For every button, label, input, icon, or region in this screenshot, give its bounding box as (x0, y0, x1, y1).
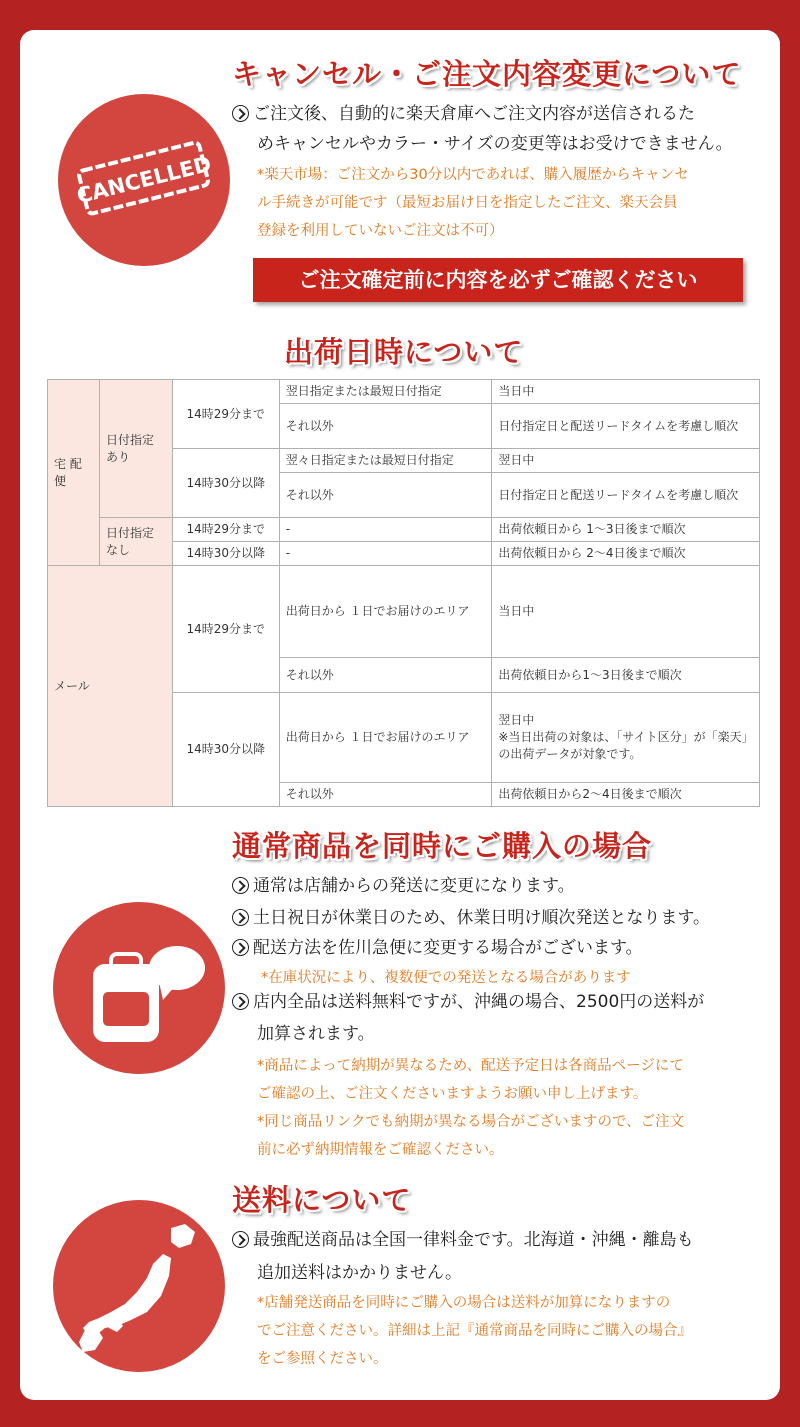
shipping-table (47, 379, 760, 807)
info-card (20, 30, 780, 1400)
together-line-5: 加算されます。 (257, 1024, 375, 1044)
result-cell: 日付指定日と配送リードタイムを考慮し順次 (492, 473, 760, 518)
condition-cell: 出荷日から １日でお届けのエリア (279, 693, 492, 783)
fee-line-1: 最強配送商品は全国一律料金です。北海道・沖縄・離島も (232, 1230, 694, 1250)
time-cell: 14時29分まで (172, 518, 279, 542)
together-line-2: 土日祝日が休業日のため、休業日明け順次発送となります。 (232, 908, 710, 928)
time-cell: 14時29分まで (172, 566, 279, 693)
together-note-5: 前に必ず納期情報をご確認ください。 (257, 1142, 504, 1158)
time-cell: 14時30分以降 (172, 693, 279, 807)
cancel-note-3: 登録を利用していないご注文は不可） (257, 223, 504, 239)
cancel-note-1: *楽天市場：ご注文から30分以内であれば、購入履歴からキャンセ (257, 167, 689, 183)
fee-note-1: *店舗発送商品を同時にご購入の場合は送料が加算になりますの (257, 1295, 671, 1311)
cancel-line-2: めキャンセルやカラー・サイズの変更等はお受けできません。 (257, 134, 733, 154)
together-heading: 通常商品を同時にご購入の場合 (232, 829, 653, 863)
result-cell: 出荷依頼日から1〜3日後まで順次 (492, 658, 760, 693)
takuhaibin-cell: 宅 配 便 (48, 380, 100, 566)
condition-cell: それ以外 (279, 783, 492, 807)
cancel-heading: キャンセル・ご注文内容変更について (232, 57, 742, 91)
time-cell: 14時29分まで (172, 380, 279, 449)
shipping-heading: 出荷日時について (284, 335, 524, 369)
fee-heading: 送料について (232, 1183, 412, 1217)
bag-speech-icon (53, 902, 225, 1074)
condition-cell: それ以外 (279, 404, 492, 449)
together-line-3: 配送方法を佐川急便に変更する場合がございます。 (232, 938, 643, 958)
condition-cell: 出荷日から １日でお届けのエリア (279, 566, 492, 658)
arrow-right-icon (232, 877, 249, 894)
japan-map-icon (53, 1200, 225, 1372)
cancel-line-1: ご注文後、自動的に楽天倉庫へご注文内容が送信されるた (232, 104, 695, 124)
together-note-3: ご確認の上、ご注文くださいますようお願い申し上げます。 (257, 1086, 648, 1102)
result-cell: 当日中 (492, 566, 760, 658)
result-cell: 出荷依頼日から 2〜4日後まで順次 (492, 542, 760, 566)
confirm-banner: ご注文確定前に内容を必ずご確認ください (253, 258, 743, 302)
result-cell: 日付指定日と配送リードタイムを考慮し順次 (492, 404, 760, 449)
condition-cell: 翌日指定または最短日付指定 (279, 380, 492, 404)
date-yes-cell: 日付指定あり (99, 380, 172, 518)
together-note-4: *同じ商品リンクでも納期が異なる場合がございますので、ご注文 (257, 1114, 685, 1130)
arrow-right-icon (232, 105, 249, 122)
together-note-2: *商品によって納期が異なるため、配送予定日は各商品ページにて (257, 1058, 684, 1074)
arrow-right-icon (232, 1231, 249, 1248)
mail-cell: メール (48, 566, 173, 807)
condition-cell: - (279, 542, 492, 566)
condition-cell: それ以外 (279, 473, 492, 518)
result-cell: 翌日中 (492, 449, 760, 473)
result-cell: 翌日中 ※当日出荷の対象は、「サイト区分」が「楽天」の出荷データが対象です。 (492, 693, 760, 783)
arrow-right-icon (232, 939, 249, 956)
fee-note-2: でご注意ください。詳細は上記『通常商品を同時にご購入の場合』 (257, 1323, 692, 1339)
time-cell: 14時30分以降 (172, 542, 279, 566)
time-cell: 14時30分以降 (172, 449, 279, 518)
result-cell: 出荷依頼日から 1〜3日後まで順次 (492, 518, 760, 542)
together-line-1: 通常は店舗からの発送に変更になります。 (232, 876, 575, 896)
cancelled-stamp-icon (58, 94, 230, 266)
together-note-1: *在庫状況により、複数便での発送となる場合があります (261, 970, 631, 986)
date-no-cell: 日付指定なし (99, 518, 172, 566)
cancel-note-2: ル手続きが可能です（最短お届け日を指定したご注文、楽天会員 (257, 195, 678, 211)
condition-cell: それ以外 (279, 658, 492, 693)
result-cell: 当日中 (492, 380, 760, 404)
fee-line-2: 追加送料はかかりません。 (257, 1263, 463, 1283)
together-line-4: 店内全品は送料無料ですが、沖縄の場合、2500円の送料が (232, 992, 704, 1012)
condition-cell: - (279, 518, 492, 542)
result-cell: 出荷依頼日から2〜4日後まで順次 (492, 783, 760, 807)
fee-note-3: をご参照ください。 (257, 1351, 388, 1367)
cancelled-badge-text: CANCELLED (74, 151, 214, 209)
arrow-right-icon (232, 909, 249, 926)
arrow-right-icon (232, 993, 249, 1010)
condition-cell: 翌々日指定または最短日付指定 (279, 449, 492, 473)
